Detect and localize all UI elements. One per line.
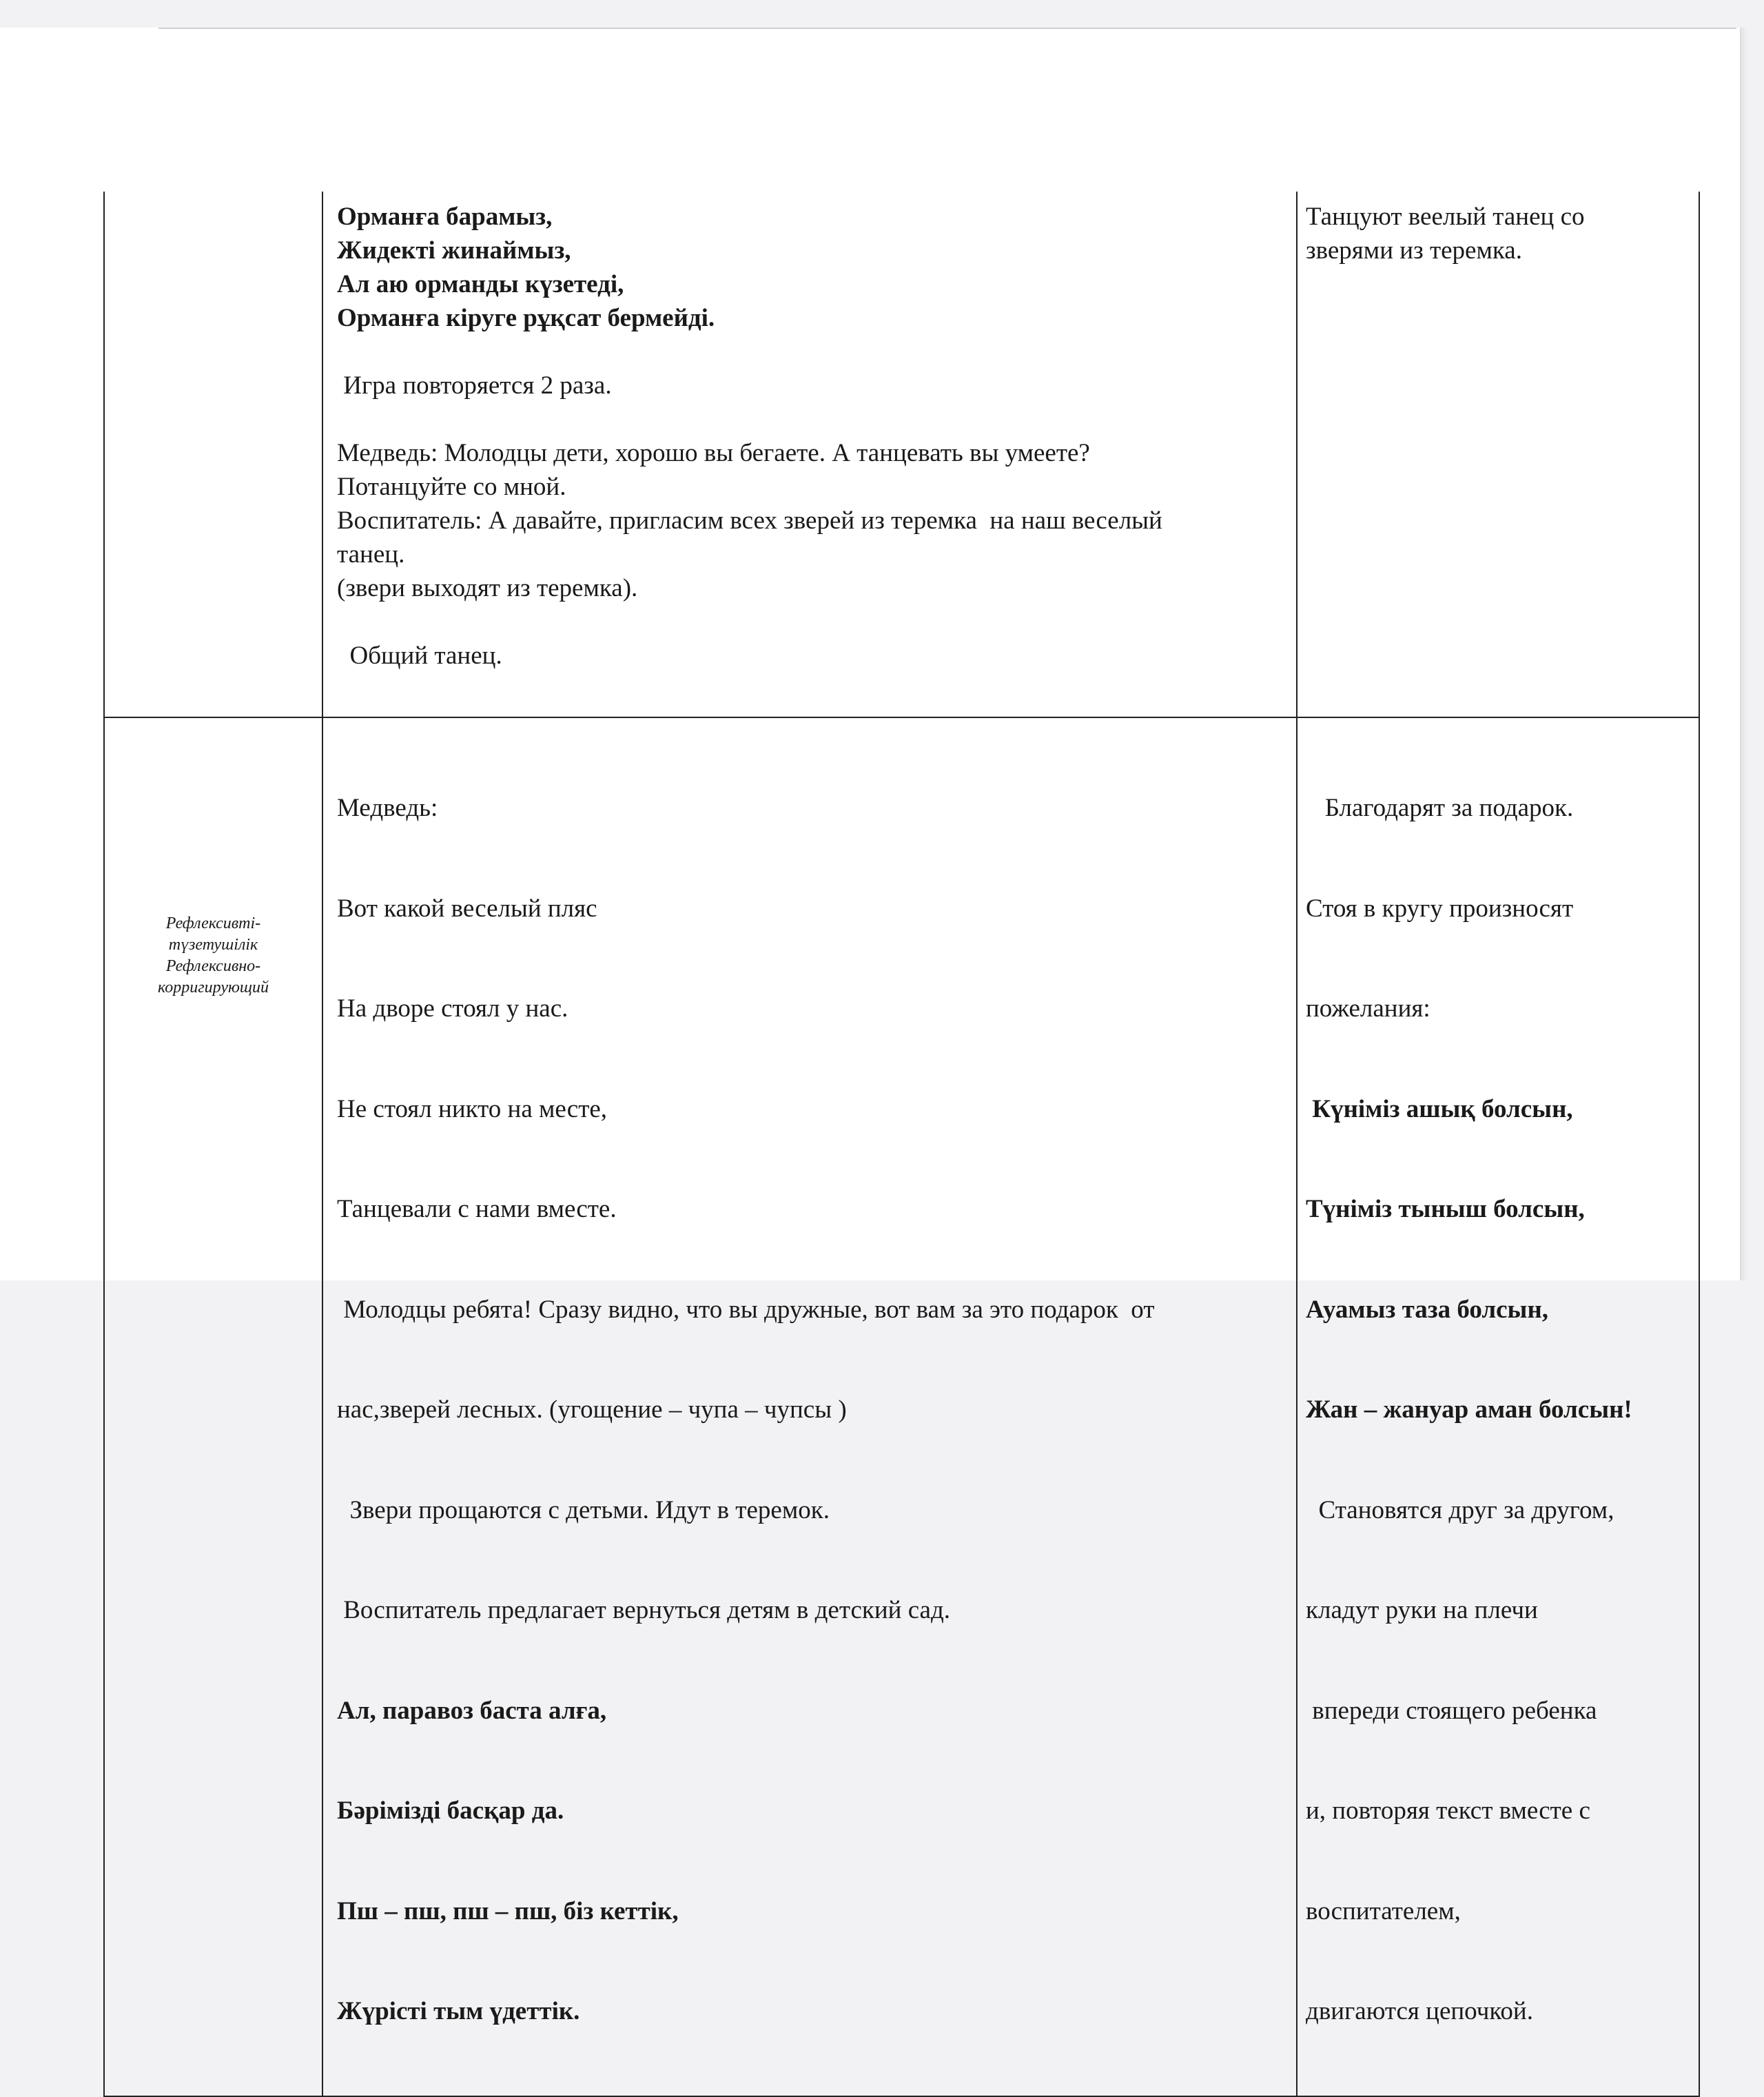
text-line: Не стоял никто на месте, (337, 1094, 608, 1123)
children-activity-line: пожелания: (1306, 994, 1430, 1023)
kazakh-verse-line: Жүрісті тым үдеттік. (337, 1997, 580, 2025)
text-line: Вот какой веселый пляс (337, 894, 597, 923)
scan-edge (158, 28, 1736, 29)
text-line: Звери прощаются с детьми. Идут в теремок. (337, 1495, 830, 1524)
kazakh-wish-line: Түніміз тыныш болсын, (1306, 1195, 1585, 1223)
stage-label-line: түзетушілік (168, 936, 258, 954)
children-activity-cell (1297, 717, 1699, 2096)
kazakh-verse-line: Пш – пш, пш – пш, біз кеттік, (337, 1896, 679, 1925)
kazakh-verse-line: Ал аю орманды күзетеді, (337, 270, 624, 298)
kazakh-verse-line: Жидекті жинаймыз, (337, 236, 571, 265)
stage-label-line: Рефлексивно- (165, 957, 261, 975)
children-activity-line: кладут руки на плечи (1306, 1596, 1538, 1624)
kazakh-verse-line: Орманға кіруге рұқсат бермейді. (337, 304, 715, 332)
dialog-line: танец. (337, 540, 405, 569)
text-line: Танцевали с нами вместе. (337, 1195, 617, 1223)
kazakh-wish-line: Жан – жануар аман болсын! (1306, 1395, 1632, 1424)
table-row (104, 717, 1699, 2096)
children-activity-line: Стоя в кругу произносят (1306, 894, 1574, 923)
text-line: Медведь: (337, 794, 438, 822)
dance-note: Общий танец. (337, 642, 502, 670)
children-activity-line: зверями из теремка. (1306, 236, 1522, 265)
children-activity-line: Становятся друг за другом, (1306, 1495, 1614, 1524)
text-line: На дворе стоял у нас. (337, 994, 568, 1023)
kazakh-wish-line: Ауамыз таза болсын, (1306, 1295, 1549, 1324)
teacher-activity-cell (322, 192, 1297, 717)
lesson-plan-table (103, 192, 1700, 2097)
repeat-note: Игра повторяется 2 раза. (337, 371, 612, 400)
children-activity-line: и, повторяя текст вместе с (1306, 1797, 1590, 1825)
text-line: нас,зверей лесных. (угощение – чупа – чупсы ) (337, 1395, 847, 1424)
children-activity-line: Благодарят за подарок. (1306, 794, 1574, 822)
table-row (104, 192, 1699, 717)
kazakh-verse-line: Бәрімізді басқар да. (337, 1797, 564, 1825)
stage-label-line: корригирующий (157, 979, 269, 996)
children-activity-line: Танцуют веелый танец со (1306, 203, 1585, 231)
stage-cell (104, 717, 322, 2096)
teacher-activity-cell (322, 717, 1297, 2096)
dialog-line: Медведь: Молодцы дети, хорошо вы бегаете. А танцевать вы умеете? (337, 439, 1090, 467)
kazakh-wish-line: Күніміз ашық болсын, (1306, 1094, 1573, 1123)
text-line: Воспитатель предлагает вернуться детям в детский сад. (337, 1596, 951, 1624)
dialog-line: Воспитатель: А давайте, пригласим всех зверей из теремка на наш веселый (337, 507, 1162, 535)
text-line: Молодцы ребята! Сразу видно, что вы дружные, вот вам за это подарок от (337, 1295, 1155, 1324)
stage-cell (104, 192, 322, 717)
children-activity-line: воспитателем, (1306, 1896, 1461, 1925)
kazakh-verse-line: Орманға барамыз, (337, 203, 553, 231)
stage-label-line: Рефлексивті- (165, 914, 261, 932)
children-activity-line: впереди стоящего ребенка (1306, 1696, 1597, 1725)
children-activity-line: двигаются цепочкой. (1306, 1997, 1533, 2025)
dialog-line: Потанцуйте со мной. (337, 473, 566, 501)
kazakh-verse-line: Ал, паравоз баста алға, (337, 1696, 607, 1725)
dialog-line: (звери выходят из теремка). (337, 574, 638, 602)
children-activity-cell (1297, 192, 1699, 717)
